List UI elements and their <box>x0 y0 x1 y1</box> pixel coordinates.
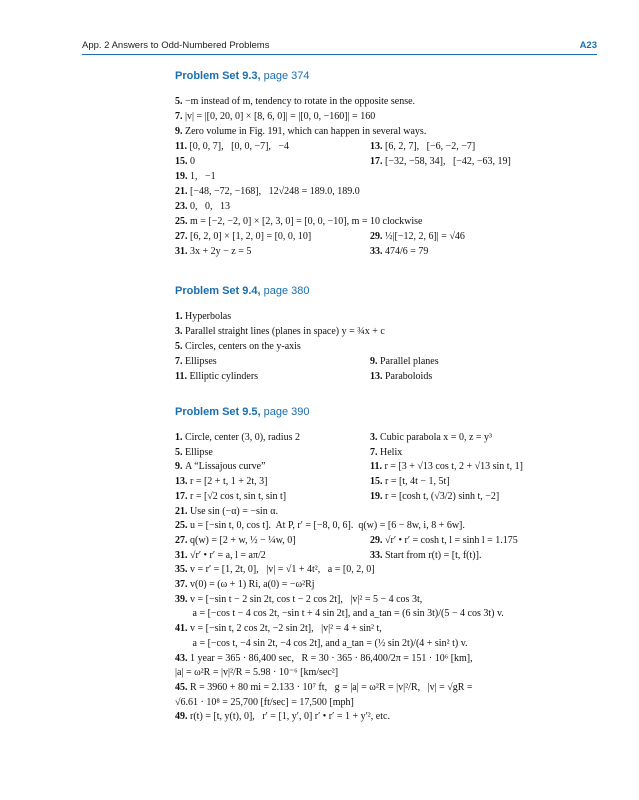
section-title <box>175 285 310 297</box>
answer-line-right <box>370 461 523 473</box>
answer-text: v(0) = (ω + 1) Ri, a(0) = −ω²Rj <box>190 579 315 590</box>
answer-text: R = 3960 + 80 mi = 2.133 · 10⁷ ft, g = |a| = ω²R = |v|²/R, |v| = √gR = <box>190 681 473 693</box>
answer-text: v = r′ = [1, 2t, 0], |v| = √1 + 4t², a = [0, 2, 0] <box>190 564 375 576</box>
answer-line <box>175 608 504 620</box>
answer-line-right <box>370 356 439 368</box>
problem-number: 9. <box>370 356 380 367</box>
answer-line <box>175 461 266 473</box>
answer-text: Paraboloids <box>385 371 433 382</box>
answer-line <box>175 476 267 488</box>
section-title-bold: Problem Set 9.3, <box>175 70 261 82</box>
answer-line-right <box>370 141 475 153</box>
problem-number: 27. <box>175 534 190 546</box>
answer-text: r = [3 + √13 cos t, 2 + √13 sin t, 1] <box>384 461 523 473</box>
section-title <box>175 406 310 418</box>
answer-line <box>175 311 231 323</box>
answer-line <box>175 564 375 576</box>
answer-text: Use sin (−α) = −sin α. <box>190 505 278 517</box>
problem-number: 45. <box>175 681 190 693</box>
answer-line <box>175 623 382 635</box>
answer-line <box>175 697 354 709</box>
problem-number: 39. <box>175 593 190 605</box>
answer-text: q(w) = [2 + w, ½ − ¼w, 0] <box>190 534 296 546</box>
problem-number: 21. <box>175 505 190 517</box>
answer-line <box>175 341 301 353</box>
problem-number: 13. <box>370 141 385 152</box>
problem-number: 7. <box>175 111 185 122</box>
answer-text: a = [−cos t, −4 sin 2t, −4 cos 2t], and a_tan = (½ sin 2t)/(4 + sin² t) v. <box>175 637 468 649</box>
answer-line <box>175 186 360 198</box>
answer-text: r = [2 + t, 1 + 2t, 3] <box>190 476 268 488</box>
answer-text: [−32, −58, 34], [−42, −63, 19] <box>385 156 511 167</box>
answer-text: Zero volume in Fig. 191, which can happen in several ways. <box>185 126 427 137</box>
answer-text: ½|[−12, 2, 6]| = √46 <box>385 231 465 242</box>
problem-number: 13. <box>370 371 385 382</box>
answer-line-right <box>370 491 499 503</box>
problem-number: 5. <box>175 96 185 107</box>
answer-text: Parallel straight lines (planes in space) y = ¾x + c <box>185 326 385 337</box>
problem-number: 37. <box>175 579 190 590</box>
problem-number: 15. <box>370 476 385 488</box>
problem-number: 21. <box>175 186 190 197</box>
answer-line-right <box>370 476 450 488</box>
answer-line <box>175 579 315 591</box>
answer-line <box>175 326 385 338</box>
answer-line-right <box>370 535 518 547</box>
answer-text: 3x + 2y − z = 5 <box>190 246 252 257</box>
answer-text: r(t) = [t, y(t), 0], r′ = [1, y′, 0] r′ • r′ = 1 + y′², etc. <box>190 711 390 723</box>
answer-text: −m instead of m, tendency to rotate in the opposite sense. <box>185 96 416 107</box>
problem-number: 19. <box>175 171 190 182</box>
page-number: A23 <box>579 40 597 51</box>
answer-line <box>175 171 216 183</box>
answer-text: [6, 2, 7], [−6, −2, −7] <box>385 141 476 152</box>
answer-text: A “Lissajous curve” <box>185 461 266 473</box>
problem-number: 11. <box>370 461 385 473</box>
answer-text: |a| = ω²R = |v|²/R = 5.98 · 10⁻⁶ [km/sec²] <box>175 667 339 679</box>
answer-line <box>175 432 300 444</box>
answer-text: Hyperbolas <box>185 311 232 322</box>
problem-number: 43. <box>175 652 190 664</box>
problem-number: 7. <box>370 446 380 458</box>
problem-number: 15. <box>175 156 190 167</box>
problem-number: 7. <box>175 356 185 367</box>
answer-text: r = [√2 cos t, sin t, sin t] <box>190 490 287 502</box>
answer-line <box>175 201 230 213</box>
answer-line <box>175 638 468 650</box>
answer-line <box>175 246 251 258</box>
answer-text: Start from r(t) = [t, f(t)]. <box>385 549 482 561</box>
answer-text: m = [−2, −2, 0] × [2, 3, 0] = [0, 0, −10], m = 10 clockwise <box>190 216 423 227</box>
problem-number: 31. <box>175 246 190 257</box>
answer-line <box>175 216 423 228</box>
answer-line-right <box>370 371 432 383</box>
answer-line-right <box>370 432 492 444</box>
problem-number: 25. <box>175 216 190 227</box>
header-rule <box>82 54 597 55</box>
answer-text: 0, 0, 13 <box>190 201 230 212</box>
problem-number: 9. <box>175 461 185 473</box>
answer-line <box>175 491 286 503</box>
answer-line <box>175 96 415 108</box>
problem-number: 31. <box>175 549 190 561</box>
answer-line <box>175 535 296 547</box>
answer-line-right <box>370 246 428 258</box>
problem-number: 49. <box>175 711 190 723</box>
answer-line <box>175 111 375 123</box>
answer-text: Cubic parabola x = 0, z = y³ <box>380 432 493 443</box>
answer-text: Ellipse <box>185 446 213 458</box>
answer-text: 474/6 = 79 <box>385 246 429 257</box>
answer-line <box>175 447 213 459</box>
answer-line <box>175 711 390 723</box>
problem-number: 5. <box>175 341 185 352</box>
answer-text: Helix <box>380 446 403 458</box>
answer-text: |v| = |[0, 20, 0] × [8, 6, 0]| = |[0, 0, −160]| = 160 <box>185 111 376 122</box>
answer-text: Parallel planes <box>380 356 439 367</box>
answer-line <box>175 520 465 532</box>
section-title-page: page 390 <box>260 406 310 418</box>
section-title-bold: Problem Set 9.5, <box>175 406 261 418</box>
answer-line <box>175 126 426 138</box>
problem-number: 25. <box>175 520 190 532</box>
problem-number: 1. <box>175 432 185 443</box>
answer-text: u = [−sin t, 0, cos t]. At P, r′ = [−8, 0, 6]. q(w) = [6 − 8w, i, 8 + 6w]. <box>190 520 465 532</box>
answer-line <box>175 506 278 518</box>
section-title <box>175 70 310 82</box>
problem-number: 17. <box>175 490 190 502</box>
running-header: App. 2 Answers to Odd-Numbered Problems <box>82 40 270 51</box>
section-title-bold: Problem Set 9.4, <box>175 285 261 297</box>
section-title-page: page 374 <box>260 70 310 82</box>
answer-line <box>175 156 195 168</box>
answer-line <box>175 594 422 606</box>
problem-number: 11. <box>175 141 190 152</box>
answer-text: 0 <box>190 156 195 167</box>
answer-text: r = [cosh t, (√3/2) sinh t, −2] <box>385 490 500 502</box>
answer-text: [−48, −72, −168], 12√248 = 189.0, 189.0 <box>190 186 360 197</box>
answer-line-right <box>370 447 402 459</box>
answer-text: a = [−cos t − 4 cos 2t, −sin t + 4 sin 2t], and a_tan = (6 sin 3t)/(5 − 4 cos 3t) v. <box>175 608 504 620</box>
problem-number: 23. <box>175 201 190 212</box>
answer-line-right <box>370 156 511 168</box>
answer-line <box>175 653 473 665</box>
problem-number: 3. <box>175 326 185 337</box>
answer-text: Elliptic cylinders <box>189 371 259 382</box>
answer-line <box>175 682 473 694</box>
answer-text: √6.61 · 10⁸ = 25,700 [ft/sec] = 17,500 [mph] <box>175 696 354 708</box>
answer-line <box>175 356 217 368</box>
answer-text: √r′ • r′ = cosh t, l = sinh l = 1.175 <box>385 534 518 546</box>
section-title-page: page 380 <box>260 285 310 297</box>
answer-text: 1 year = 365 · 86,400 sec, R = 30 · 365 · 86,400/2π = 151 · 10⁶ [km], <box>190 652 473 664</box>
problem-number: 29. <box>370 534 385 546</box>
answer-text: Circle, center (3, 0), radius 2 <box>185 432 300 443</box>
answer-text: v = [−sin t − 2 sin 2t, cos t − 2 cos 2t], |v|² = 5 − 4 cos 3t, <box>190 593 423 605</box>
answer-line <box>175 231 311 243</box>
problem-number: 35. <box>175 564 190 576</box>
answer-text: r = [t, 4t − 1, 5t] <box>385 476 450 488</box>
answer-text: 1, −1 <box>190 171 216 182</box>
problem-number: 33. <box>370 549 385 561</box>
answer-line <box>175 667 338 679</box>
answer-line <box>175 371 258 383</box>
problem-number: 5. <box>175 446 185 458</box>
answer-text: [0, 0, 7], [0, 0, −7], −4 <box>189 141 290 152</box>
answer-text: [6, 2, 0] × [1, 2, 0] = [0, 0, 10] <box>190 231 312 242</box>
problem-number: 11. <box>175 371 190 382</box>
problem-number: 3. <box>370 432 380 443</box>
problem-number: 33. <box>370 246 385 257</box>
answer-line <box>175 141 289 153</box>
problem-number: 29. <box>370 231 385 242</box>
answer-text: Ellipses <box>185 356 217 367</box>
problem-number: 9. <box>175 126 185 137</box>
problem-number: 1. <box>175 311 185 322</box>
answer-text: √r′ • r′ = a, l = aπ/2 <box>190 549 266 561</box>
problem-number: 27. <box>175 231 190 242</box>
answer-line <box>175 550 266 562</box>
answer-text: Circles, centers on the y-axis <box>185 341 301 352</box>
answer-line-right <box>370 550 481 562</box>
answer-text: v = [−sin t, 2 cos 2t, −2 sin 2t], |v|² = 4 + sin² t, <box>190 623 382 635</box>
problem-number: 41. <box>175 623 190 635</box>
answer-line-right <box>370 231 465 243</box>
problem-number: 13. <box>175 476 190 488</box>
problem-number: 17. <box>370 156 385 167</box>
problem-number: 19. <box>370 490 385 502</box>
